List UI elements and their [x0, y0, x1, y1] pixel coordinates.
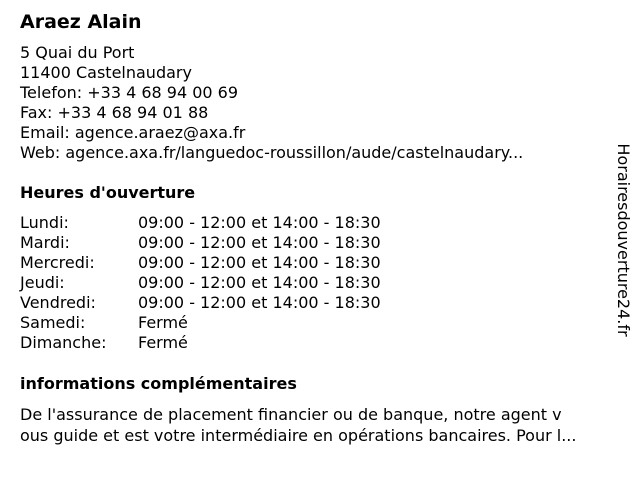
hours-row-monday — [20, 213, 381, 233]
hours-day: Mercredi: — [20, 253, 95, 272]
phone-line: Telefon: +33 4 68 94 00 69 — [20, 83, 239, 102]
hours-table — [20, 213, 381, 353]
email-line: Email: agence.araez@axa.fr — [20, 123, 246, 142]
hours-time: 09:00 - 12:00 et 14:00 - 18:30 — [138, 273, 381, 292]
hours-row-friday — [20, 293, 381, 313]
hours-time: Fermé — [138, 333, 188, 352]
hours-row-tuesday — [20, 233, 381, 253]
hours-time: 09:00 - 12:00 et 14:00 - 18:30 — [138, 293, 381, 312]
fax-line: Fax: +33 4 68 94 01 88 — [20, 103, 209, 122]
business-name: Araez Alain — [20, 11, 142, 33]
hours-time: 09:00 - 12:00 et 14:00 - 18:30 — [138, 253, 381, 272]
hours-day: Samedi: — [20, 313, 86, 332]
address-street: 5 Quai du Port — [20, 43, 135, 62]
hours-row-thursday — [20, 273, 381, 293]
hours-heading: Heures d'ouverture — [20, 183, 196, 202]
hours-row-wednesday — [20, 253, 381, 273]
hours-time: Fermé — [138, 313, 188, 332]
contact-block — [20, 43, 523, 163]
hours-time: 09:00 - 12:00 et 14:00 - 18:30 — [138, 213, 381, 232]
web-line: Web: agence.axa.fr/languedoc-roussillon/aude/castelnaudary... — [20, 143, 524, 162]
hours-day: Jeudi: — [20, 273, 65, 292]
hours-row-saturday — [20, 313, 381, 333]
info-heading: informations complémentaires — [20, 374, 297, 393]
hours-time: 09:00 - 12:00 et 14:00 - 18:30 — [138, 233, 381, 252]
hours-day: Mardi: — [20, 233, 70, 252]
hours-day: Dimanche: — [20, 333, 107, 352]
hours-day: Vendredi: — [20, 293, 96, 312]
site-watermark: Horairesdouverture24.fr — [614, 143, 633, 337]
hours-row-sunday — [20, 333, 381, 353]
info-text: De l'assurance de placement financier ou de banque, notre agent v ous guide et est votre intermédiaire en opérations bancaires. Pour l... — [20, 405, 577, 445]
address-city: 11400 Castelnaudary — [20, 63, 192, 82]
hours-day: Lundi: — [20, 213, 69, 232]
